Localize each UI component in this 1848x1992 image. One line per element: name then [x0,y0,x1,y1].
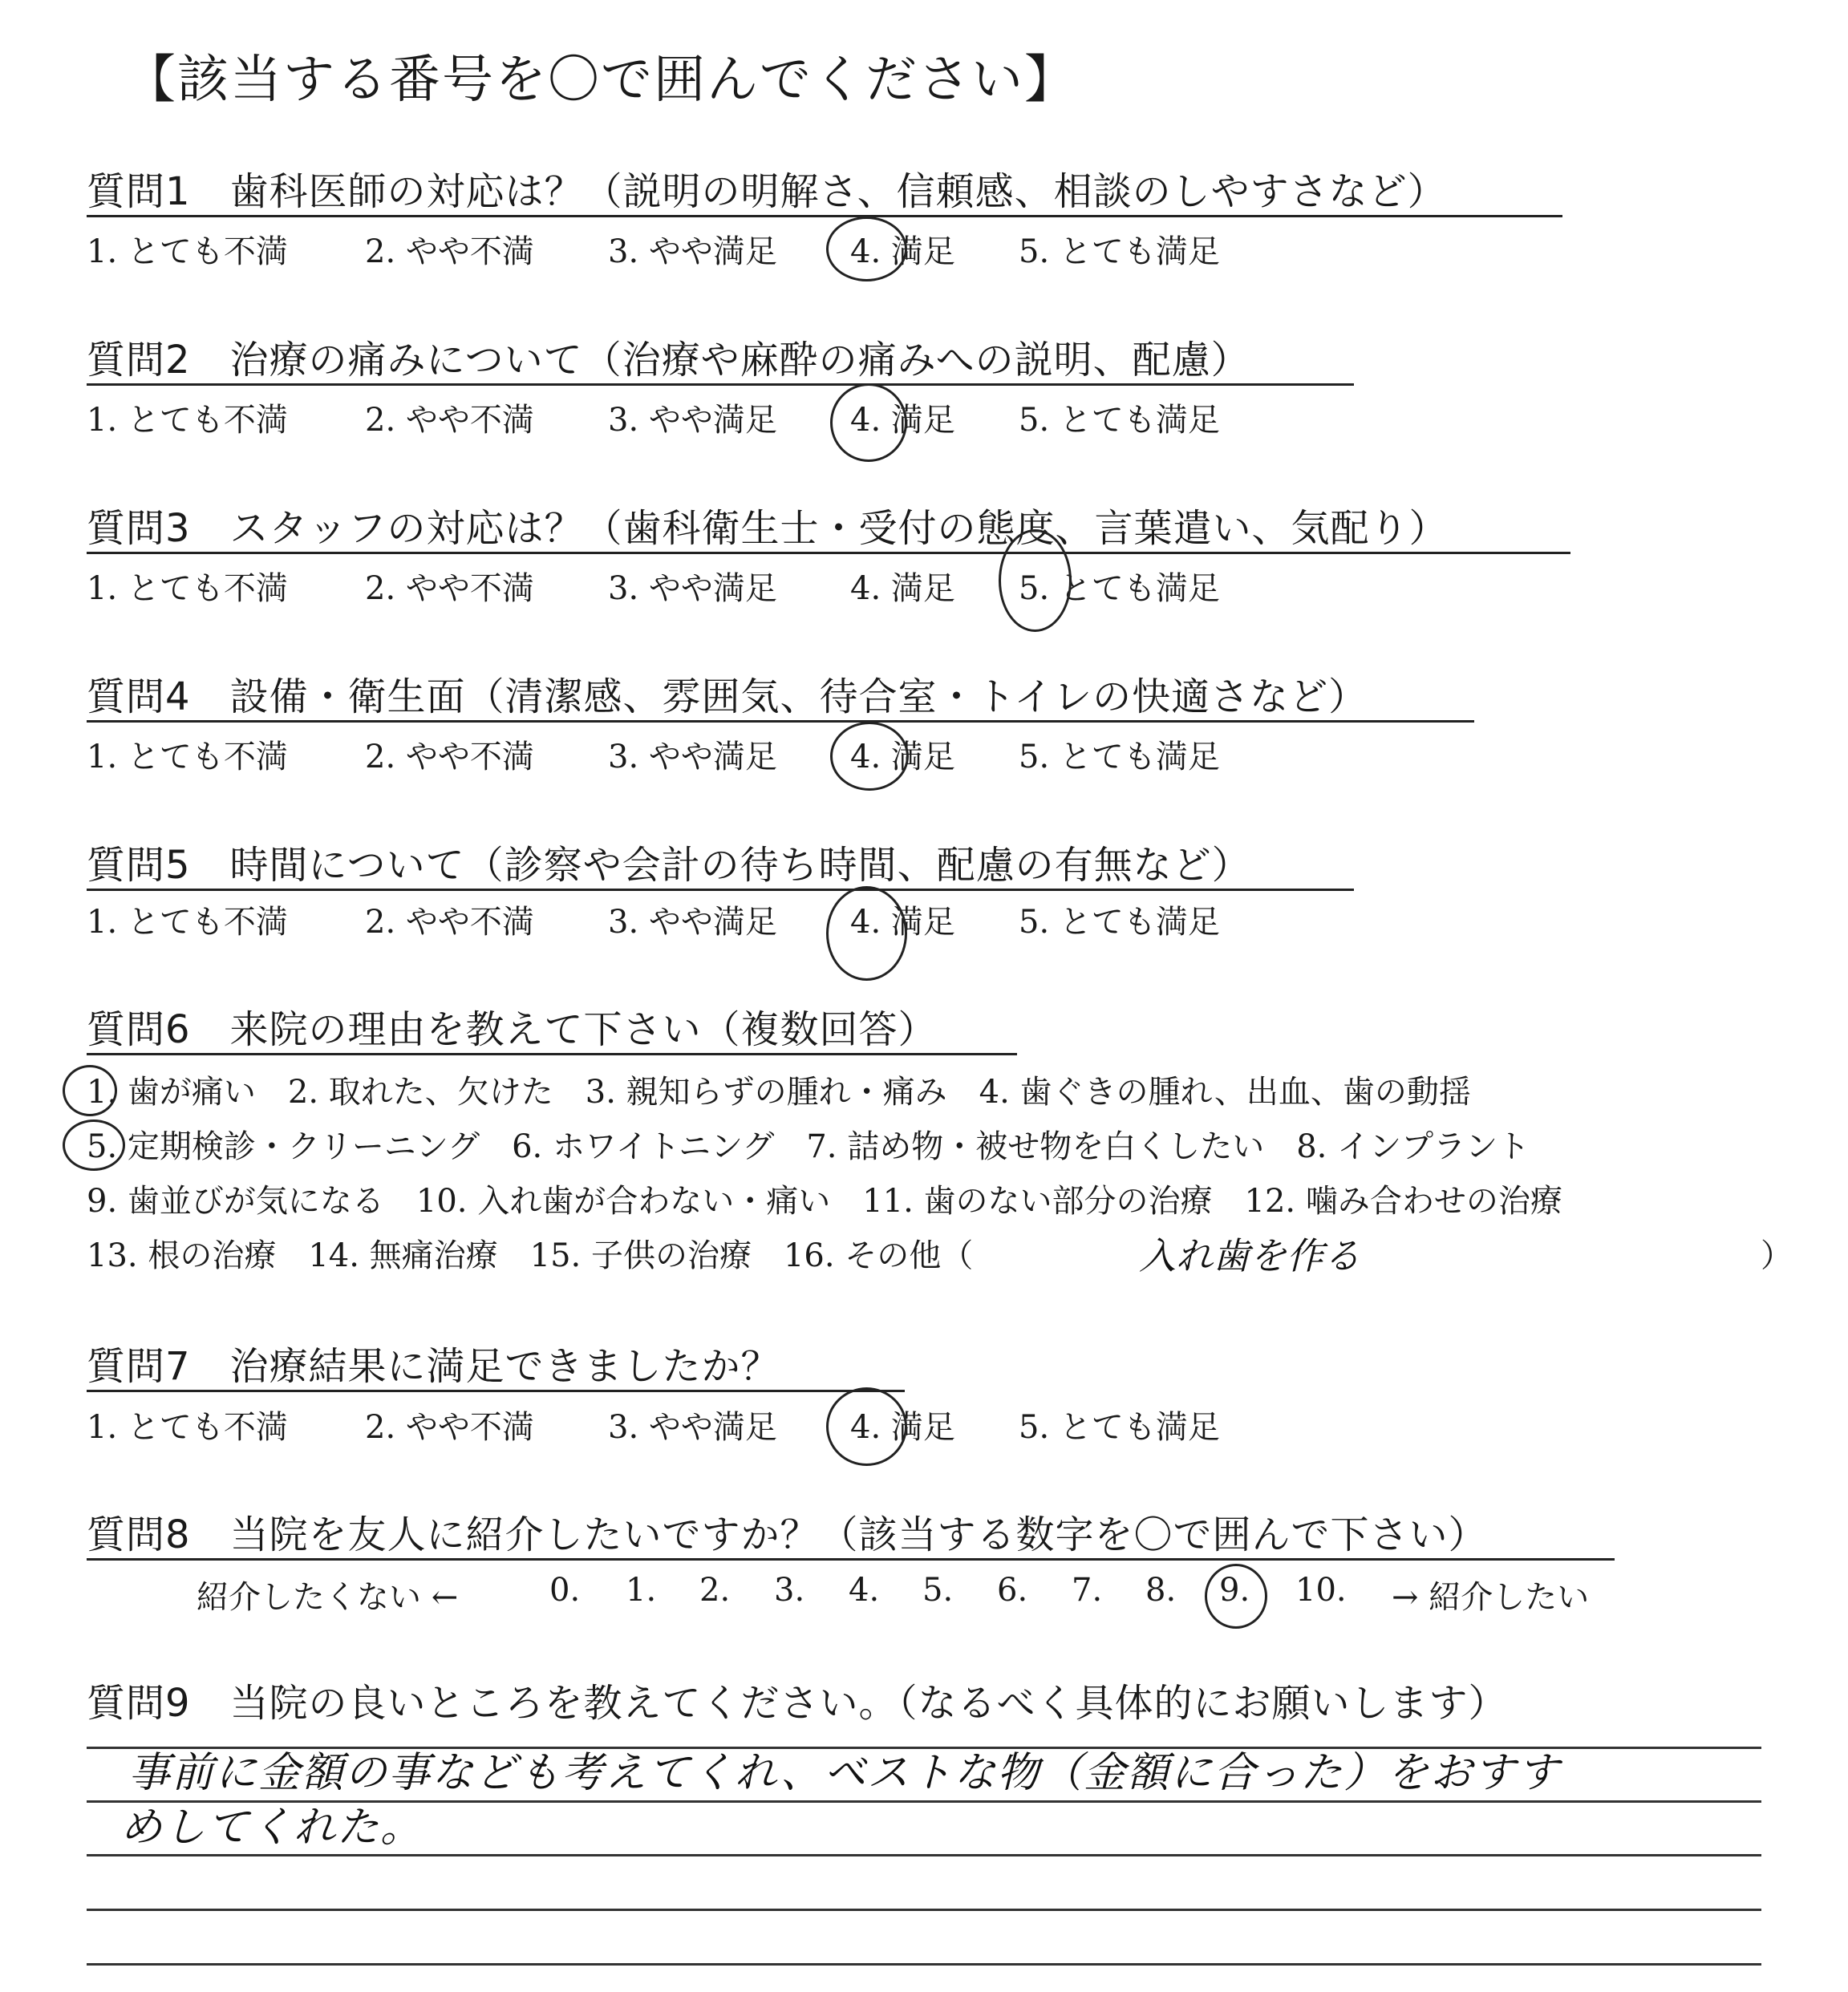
question-7-title: 質問7 治療結果に満足できましたか？ [87,1344,780,1389]
q2-option-1[interactable]: 1. とても不満 [87,402,288,439]
question-8-title: 質問8 当院を友人に紹介したいですか？（該当する数字を〇で囲んで下さい） [87,1512,1488,1557]
q1-option-4[interactable]: 4. 満足 [850,233,955,270]
q4-option-4[interactable]: 4. 満足 [850,739,955,775]
q7-option-3[interactable]: 3. やや満足 [608,1409,777,1446]
q8-right-label: → 紹介したい [1392,1579,1590,1616]
question-6-title: 質問6 来院の理由を教えて下さい（複数回答） [87,1007,938,1052]
answer-line-5 [87,1963,1761,1966]
q5-answer-circle [826,886,907,981]
q8-left-label: 紹介したくない ← [197,1579,459,1616]
question-1-underline [87,215,1562,217]
q1-answer-circle [826,217,907,281]
q9-answer-handwritten-2: めしてくれた。 [120,1804,424,1852]
q4-option-1[interactable]: 1. とても不満 [87,739,288,775]
q4-option-2[interactable]: 2. やや不満 [365,739,534,775]
q7-option-2[interactable]: 2. やや不満 [365,1409,534,1446]
q6-options-line-3[interactable]: 9. 歯並びが気になる 10. 入れ歯が合わない・痛い 11. 歯のない部分の治療 12. 噛み合わせの治療 [87,1183,1562,1220]
answer-line-3 [87,1854,1761,1856]
q8-answer-circle [1205,1564,1267,1629]
q8-scale-9[interactable]: 9. [1219,1572,1250,1609]
page-title: 【該当する番号を〇で囲んでください】 [124,51,1077,110]
q6-options-line-4[interactable]: 13. 根の治療 14. 無痛治療 15. 子供の治療 16. その他（ [87,1237,974,1274]
q6-other-close-paren: ） [1761,1237,1793,1274]
q3-option-3[interactable]: 3. やや満足 [608,570,777,607]
q3-option-4[interactable]: 4. 満足 [850,570,955,607]
q2-option-2[interactable]: 2. やや不満 [365,402,534,439]
q1-option-2[interactable]: 2. やや不満 [365,233,534,270]
q3-option-1[interactable]: 1. とても不満 [87,570,288,607]
q8-scale-2[interactable]: 2. [699,1572,731,1609]
q3-answer-circle [999,529,1072,632]
q3-option-2[interactable]: 2. やや不満 [365,570,534,607]
q5-option-3[interactable]: 3. やや満足 [608,904,777,941]
q6-answer-circle-1 [63,1065,117,1116]
q5-option-5[interactable]: 5. とても満足 [1019,904,1220,941]
q2-answer-circle [830,383,907,462]
q3-option-5[interactable]: 5. とても満足 [1019,570,1220,607]
q1-option-1[interactable]: 1. とても不満 [87,233,288,270]
q4-option-5[interactable]: 5. とても満足 [1019,739,1220,775]
q2-option-5[interactable]: 5. とても満足 [1019,402,1220,439]
question-2-title: 質問2 治療の痛みについて（治療や麻酔の痛みへの説明、配慮） [87,338,1250,383]
q8-scale-8[interactable]: 8. [1145,1572,1177,1609]
q7-option-5[interactable]: 5. とても満足 [1019,1409,1220,1446]
question-4-underline [87,720,1474,723]
q8-scale-7[interactable]: 7. [1072,1572,1103,1609]
q7-answer-circle [826,1387,907,1466]
question-9-title: 質問9 当院の良いところを教えてください。（なるべく具体的にお願いします） [87,1681,1508,1726]
q8-scale-0[interactable]: 0. [549,1572,581,1609]
q6-answer-circle-5 [63,1119,125,1171]
q2-option-3[interactable]: 3. やや満足 [608,402,777,439]
q7-option-4[interactable]: 4. 満足 [850,1409,955,1446]
q5-option-1[interactable]: 1. とても不満 [87,904,288,941]
question-7-underline [87,1390,905,1392]
q8-scale-3[interactable]: 3. [774,1572,805,1609]
q7-option-1[interactable]: 1. とても不満 [87,1409,288,1446]
q8-scale-6[interactable]: 6. [997,1572,1028,1609]
q4-option-3[interactable]: 3. やや満足 [608,739,777,775]
question-3-title: 質問3 スタッフの対応は？（歯科衛生士・受付の態度、言葉遣い、気配り） [87,506,1449,551]
q8-scale-10[interactable]: 10. [1295,1572,1347,1609]
q8-scale-1[interactable]: 1. [626,1572,657,1609]
q8-scale-4[interactable]: 4. [849,1572,880,1609]
q6-options-line-1[interactable]: 1. 歯が痛い 2. 取れた、欠けた 3. 親知らずの腫れ・痛み 4. 歯ぐきの腫れ、出血、歯の動揺 [87,1074,1471,1111]
question-6-underline [87,1053,1017,1055]
question-2-underline [87,383,1354,386]
q5-option-2[interactable]: 2. やや不満 [365,904,534,941]
q8-scale-5[interactable]: 5. [922,1572,954,1609]
answer-line-4 [87,1909,1761,1911]
q9-answer-handwritten-1: 事前に金額の事なども考えてくれ、ベストな物（金額に合った）をおすす [128,1749,1561,1797]
q6-other-handwritten: 入れ歯を作る [1139,1234,1360,1277]
question-5-title: 質問5 時間について（診察や会計の待ち時間、配慮の有無など） [87,843,1251,888]
q1-option-5[interactable]: 5. とても満足 [1019,233,1220,270]
question-8-underline [87,1558,1615,1561]
q6-options-line-2[interactable]: 5. 定期検診・クリーニング 6. ホワイトニング 7. 詰め物・被せ物を白くしたい 8. インプラント [87,1128,1530,1165]
q2-option-4[interactable]: 4. 満足 [850,402,955,439]
q4-answer-circle [830,722,909,791]
question-5-underline [87,889,1354,891]
question-3-underline [87,552,1570,554]
q5-option-4[interactable]: 4. 満足 [850,904,955,941]
q1-option-3[interactable]: 3. やや満足 [608,233,777,270]
question-1-title: 質問1 歯科医師の対応は？（説明の明解さ、信頼感、相談のしやすさなど） [87,169,1447,214]
question-4-title: 質問4 設備・衛生面（清潔感、雰囲気、待合室・トイレの快適さなど） [87,674,1368,719]
